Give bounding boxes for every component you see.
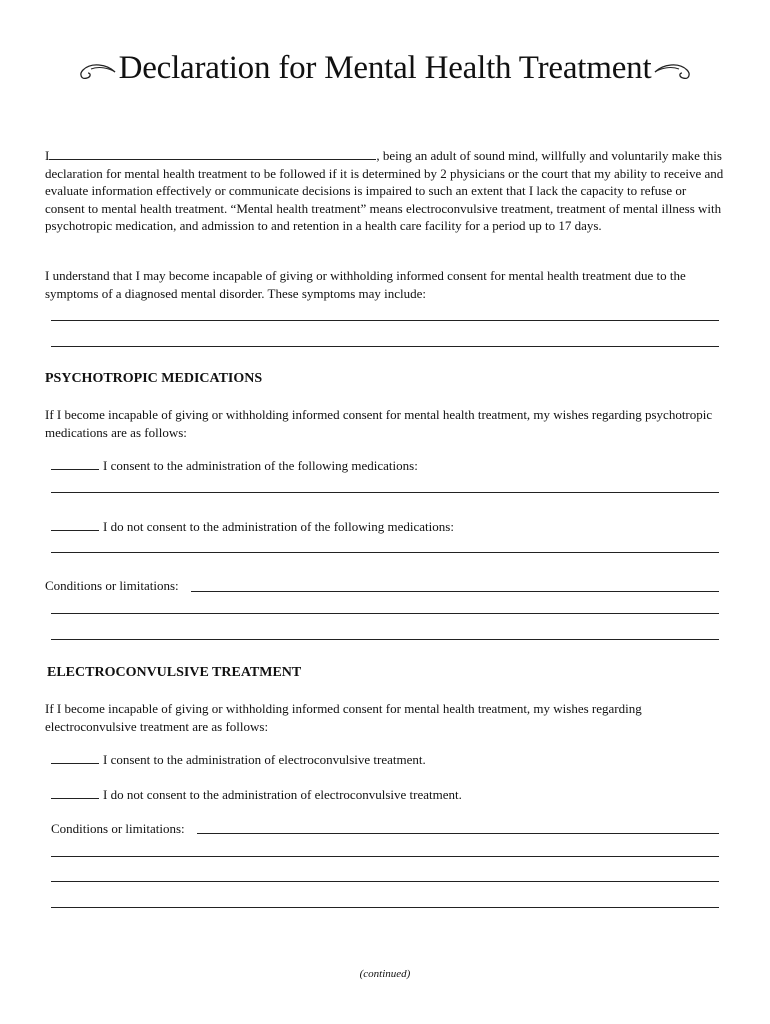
ect-conditions-field[interactable] [197, 833, 719, 834]
ect-noconsent-initials[interactable] [51, 786, 99, 799]
ect-noconsent-row [51, 786, 733, 804]
psychotropic-noconsent-initials[interactable] [51, 518, 99, 531]
intro-paragraph [45, 147, 727, 235]
title-block [0, 50, 770, 87]
psychotropic-noconsent-label: I do not consent to the administration of the following medications: [103, 519, 454, 534]
psychotropic-consent-row [51, 457, 733, 475]
ect-conditions-line-4[interactable] [51, 907, 719, 908]
continued-note: (continued) [359, 968, 411, 980]
ect-consent-initials[interactable] [51, 751, 99, 764]
psychotropic-intro: If I become incapable of giving or withholding informed consent for mental health treatment, my wishes regarding psychotropic medications are as follows: [45, 407, 713, 440]
ect-intro: If I become incapable of giving or withholding informed consent for mental health treatment, my wishes regarding electroconvulsive treatment are as follows: [45, 701, 642, 734]
psychotropic-consent-initials[interactable] [51, 457, 99, 470]
psychotropic-consent-line[interactable] [51, 492, 719, 493]
ect-consent-row [51, 751, 733, 769]
ect-conditions-label: Conditions or limitations: [51, 821, 185, 836]
intro-line1: , being an adult of sound mind, willfully and voluntarily make [376, 148, 700, 163]
psychotropic-noconsent-row [51, 518, 733, 536]
ect-noconsent-label: I do not consent to the administration of electroconvulsive treatment. [103, 787, 462, 802]
intro-prefix: I [45, 148, 50, 163]
psychotropic-conditions-field[interactable] [191, 591, 719, 592]
ect-consent-label: I consent to the administration of electroconvulsive treatment. [103, 752, 426, 767]
left-flourish-icon [77, 60, 117, 82]
understand-paragraph: I understand that I may become incapable of giving or withholding informed consent for mental health treatment due to the symptoms of a diagnosed mental disorder. These symptoms may include: [45, 268, 686, 301]
ect-heading: ELECTROCONVULSIVE TREATMENT [47, 665, 302, 680]
psychotropic-consent-label: I consent to the administration of the following medications: [103, 458, 418, 473]
ect-conditions-line-3[interactable] [51, 881, 719, 882]
ect-conditions-row [51, 820, 733, 838]
symptoms-line-1[interactable] [51, 320, 719, 321]
right-flourish-icon [653, 60, 693, 82]
intro-body: this declaration for mental health treatment to be followed if it is determined by 2 physicians or the court that my ability to receive and evaluate information effectively or communicate decisions is impaired to such an extent that I lack the capacity to refuse or consent to mental health treatment. “Mental health treatment” means electroconvulsive treatment, treatment of mental illness with psychotropic medication, and admission to and retention in a health care facility for a period up to 17 days. [45, 148, 724, 233]
psychotropic-noconsent-line[interactable] [51, 552, 719, 553]
page-title: Declaration for Mental Health Treatment [118, 50, 652, 86]
psychotropic-heading: PSYCHOTROPIC MEDICATIONS [45, 371, 263, 386]
psychotropic-conditions-line-3[interactable] [51, 639, 719, 640]
psychotropic-conditions-line-2[interactable] [51, 613, 719, 614]
symptoms-line-2[interactable] [51, 346, 719, 347]
declarant-name-field[interactable] [49, 147, 376, 160]
psychotropic-conditions-label: Conditions or limitations: [45, 578, 179, 593]
ect-conditions-line-2[interactable] [51, 856, 719, 857]
